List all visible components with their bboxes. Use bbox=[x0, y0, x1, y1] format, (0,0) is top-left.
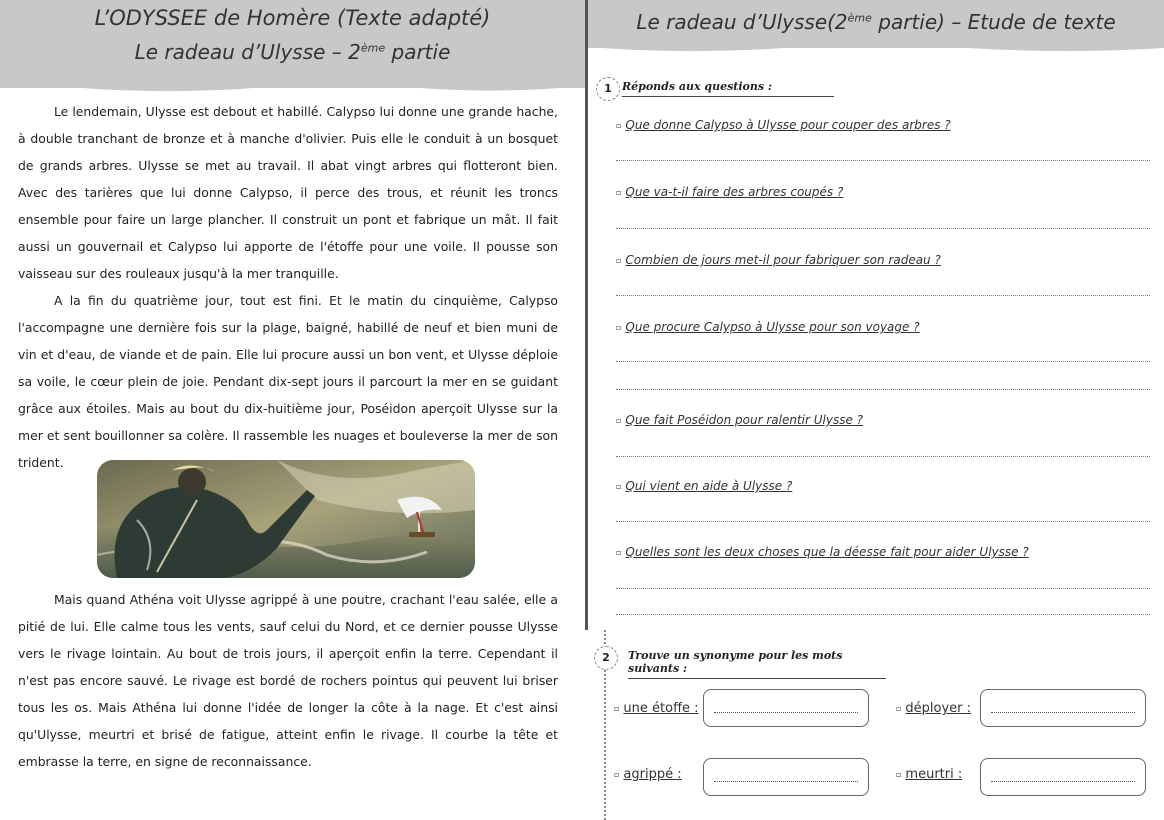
answer-line[interactable] bbox=[616, 160, 1150, 161]
bullet-icon: ▫ bbox=[896, 704, 902, 713]
question-2: ▫ Que va-t-il faire des arbres coupés ? bbox=[616, 185, 844, 199]
exercise-header bbox=[588, 0, 1164, 48]
synonym-label-agrippe: ▫ agrippé : bbox=[614, 767, 682, 782]
question-7: ▫ Quelles sont les deux choses que la déesse fait pour aider Ulysse ? bbox=[616, 545, 1029, 559]
answer-line bbox=[714, 781, 858, 782]
exercise-column bbox=[588, 0, 1164, 820]
bullet-icon: ▫ bbox=[614, 704, 620, 713]
bullet-icon: ▫ bbox=[616, 121, 622, 130]
story-paragraph: Mais quand Athéna voit Ulysse agrippé à une poutre, crachant l'eau salée, elle a pitié de lui. Elle calme tous les vents, sauf celui du Nord, et ce dernier pousse Ulysse vers le rivage lointain. Au bout de trois jours, il aperçoit enfin la terre. Cependant il n'est pas encore sauvé. Le rivage est bordé de rochers pointus qui peuvent lui briser tous les os. Mais Athéna lui donne l'idée de longer la côte à la nage. Et c'est ainsi qu'Ulysse, meurtri et brisé de fatigue, atteint enfin le rivage. Il courbe la tête et embrasse la terre, en signe de reconnaissance. bbox=[18, 592, 558, 769]
answer-line[interactable] bbox=[616, 614, 1150, 615]
answer-line bbox=[991, 781, 1135, 782]
story-paragraph: Le lendemain, Ulysse est debout et habillé. Calypso lui donne une grande hache, à double tranchant de bronze et à manche d'olivier. Puis elle le conduit à un bosquet de grands arbres. Ulysse se met au travail. Il abat vingt arbres qui flotteront bien. Avec des tarières que lui donne Calypso, il perce des trous, et réunit les troncs ensemble pour faire un large plancher. Il construit un pont et fabrique un mât. Il fait aussi un gouvernail et Calypso lui apporte de l'étoffe pour une voile. Il pousse son vaisseau sur des rouleaux jusqu'à la mer tranquille. bbox=[18, 104, 558, 281]
synonym-input-meurtri[interactable] bbox=[980, 758, 1146, 796]
section-2-number: 2 bbox=[594, 646, 618, 670]
synonym-label-deployer: ▫ déployer : bbox=[896, 701, 972, 716]
bullet-icon: ▫ bbox=[616, 482, 622, 491]
illustration-image bbox=[97, 460, 475, 578]
bullet-icon: ▫ bbox=[616, 416, 622, 425]
section-2-title: Trouve un synonyme pour les mots suivants : bbox=[628, 649, 886, 679]
story-text-bottom bbox=[18, 586, 558, 775]
bullet-icon: ▫ bbox=[614, 770, 620, 779]
story-text-top bbox=[18, 98, 558, 476]
question-6: ▫ Qui vient en aide à Ulysse ? bbox=[616, 479, 793, 493]
bullet-icon: ▫ bbox=[616, 323, 622, 332]
section-1-number: 1 bbox=[596, 77, 620, 101]
bullet-icon: ▫ bbox=[616, 188, 622, 197]
header-wave-decoration bbox=[588, 42, 1164, 54]
exercise-title: Le radeau d’Ulysse(2ème partie) – Etude de texte bbox=[636, 10, 1116, 34]
story-paragraph: A la fin du quatrième jour, tout est fini. Et le matin du cinquième, Calypso l'accompagne une dernière fois sur la plage, baigné, habillé de neuf et bien muni de vin et d'eau, de viande et de pain. Elle lui procure aussi un bon vent, et Ulysse déploie sa voile, le cœur plein de joie. Pendant dix-sept jours il parcourt la mer en se guidant grâce aux étoiles. Mais au bout du dix-huitième jour, Poséidon aperçoit Ulysse sur la mer et sent bouillonner sa colère. Il rassemble les nuages et bouleverse la mer de son trident. bbox=[18, 293, 558, 470]
question-1: ▫ Que donne Calypso à Ulysse pour couper des arbres ? bbox=[616, 118, 951, 132]
answer-line[interactable] bbox=[616, 389, 1150, 390]
poseidon-storm-illustration bbox=[97, 460, 475, 578]
synonym-input-etoffe[interactable] bbox=[703, 689, 869, 727]
header-wave-decoration bbox=[0, 80, 585, 94]
bullet-icon: ▫ bbox=[616, 548, 622, 557]
question-3: ▫ Combien de jours met-il pour fabriquer son radeau ? bbox=[616, 253, 941, 267]
reading-subtitle: Le radeau d’Ulysse – 2ème partie bbox=[134, 40, 451, 64]
synonym-input-agrippe[interactable] bbox=[703, 758, 869, 796]
answer-line[interactable] bbox=[616, 295, 1150, 296]
synonym-input-deployer[interactable] bbox=[980, 689, 1146, 727]
answer-line[interactable] bbox=[616, 361, 1150, 362]
synonym-label-etoffe: ▫ une étoffe : bbox=[614, 701, 699, 716]
answer-line[interactable] bbox=[616, 521, 1150, 522]
reading-header bbox=[0, 0, 585, 88]
bullet-icon: ▫ bbox=[896, 770, 902, 779]
answer-line[interactable] bbox=[616, 228, 1150, 229]
bullet-icon: ▫ bbox=[616, 256, 622, 265]
question-4: ▫ Que procure Calypso à Ulysse pour son voyage ? bbox=[616, 320, 920, 334]
synonym-label-meurtri: ▫ meurtri : bbox=[896, 767, 963, 782]
answer-line[interactable] bbox=[616, 588, 1150, 589]
answer-line bbox=[714, 712, 858, 713]
reading-title: L’ODYSSEE de Homère (Texte adapté) bbox=[94, 6, 491, 30]
section-1-title: Réponds aux questions : bbox=[622, 80, 834, 97]
question-5: ▫ Que fait Poséidon pour ralentir Ulysse ? bbox=[616, 413, 864, 427]
answer-line[interactable] bbox=[616, 456, 1150, 457]
answer-line bbox=[991, 712, 1135, 713]
